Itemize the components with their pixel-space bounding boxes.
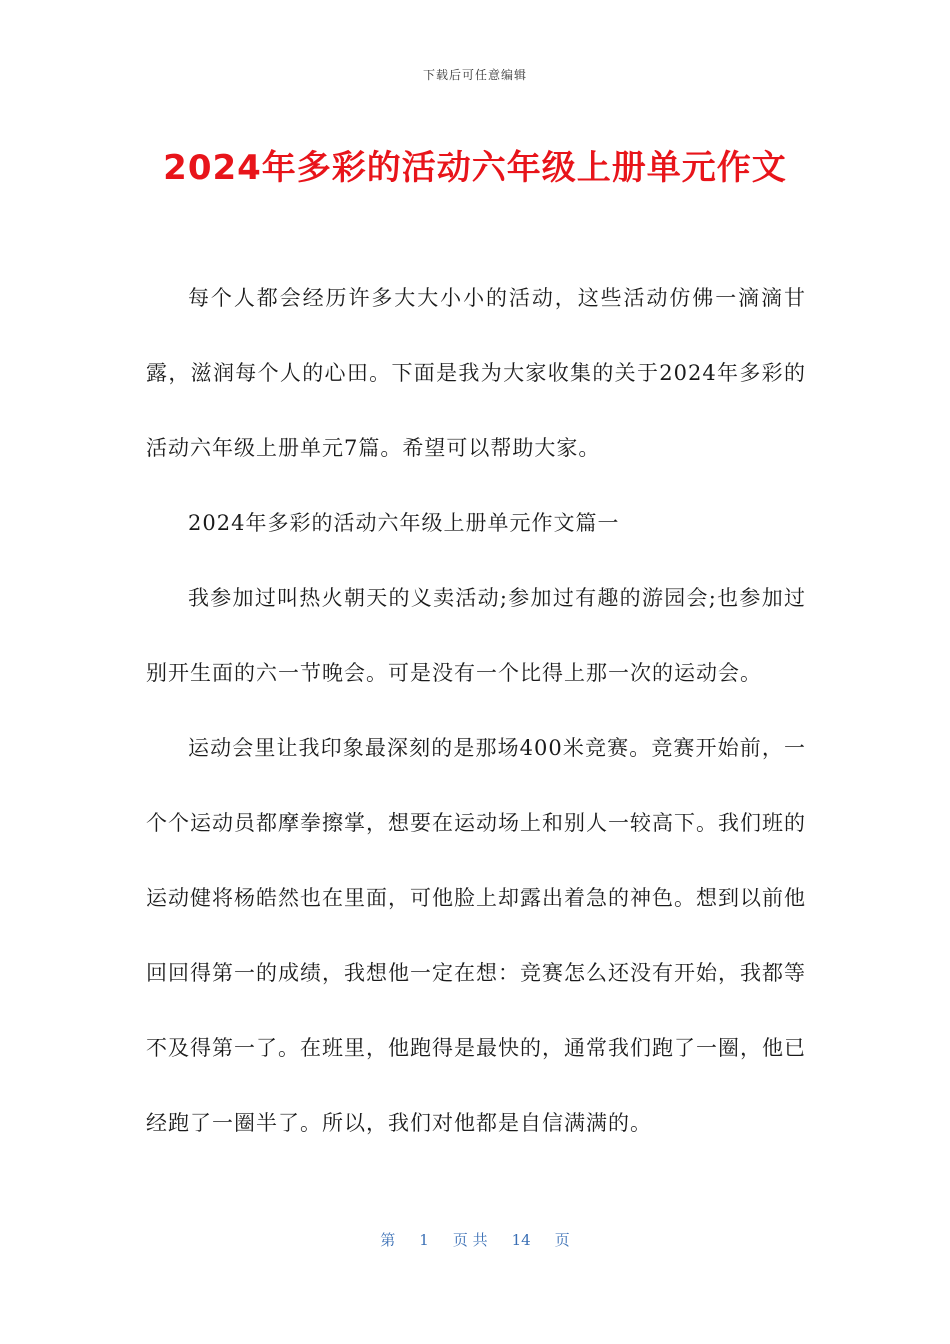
page-label-middle: 页 共 xyxy=(452,1231,488,1249)
page-label-prefix: 第 xyxy=(380,1231,396,1249)
page-label-suffix: 页 xyxy=(554,1231,570,1249)
document-body xyxy=(146,261,806,1161)
paragraph: 运动会里让我印象最深刻的是那场400米竞赛。竞赛开始前，一个个运动员都摩拳擦掌，想要在运动场上和别人一较高下。我们班的运动健将杨皓然也在里面，可他脸上却露出着急的神色。想到以前他回回得第一的成绩，我想他一定在想：竞赛怎么还没有开始，我都等不及得第一了。在班里，他跑得是最快的，通常我们跑了一圈，他已经跑了一圈半了。所以，我们对他都是自信满满的。 xyxy=(146,736,806,1135)
header-note: 下载后可任意编辑 xyxy=(422,68,527,82)
paragraph-intro: 每个人都会经历许多大大小小的活动，这些活动仿佛一滴滴甘露，滋润每个人的心田。下面是我为大家收集的关于2024年多彩的活动六年级上册单元7篇。希望可以帮助大家。 xyxy=(146,286,806,460)
page-footer xyxy=(0,1229,950,1250)
document-title: 2024年多彩的活动六年级上册单元作文 xyxy=(163,148,787,188)
section-heading: 2024年多彩的活动六年级上册单元作文篇一 xyxy=(188,511,620,535)
current-page-number: 1 xyxy=(419,1231,429,1249)
paragraph: 我参加过叫热火朝天的义卖活动;参加过有趣的游园会;也参加过别开生面的六一节晚会。可是没有一个比得上那一次的运动会。 xyxy=(146,586,806,685)
total-pages-number: 14 xyxy=(511,1231,531,1249)
